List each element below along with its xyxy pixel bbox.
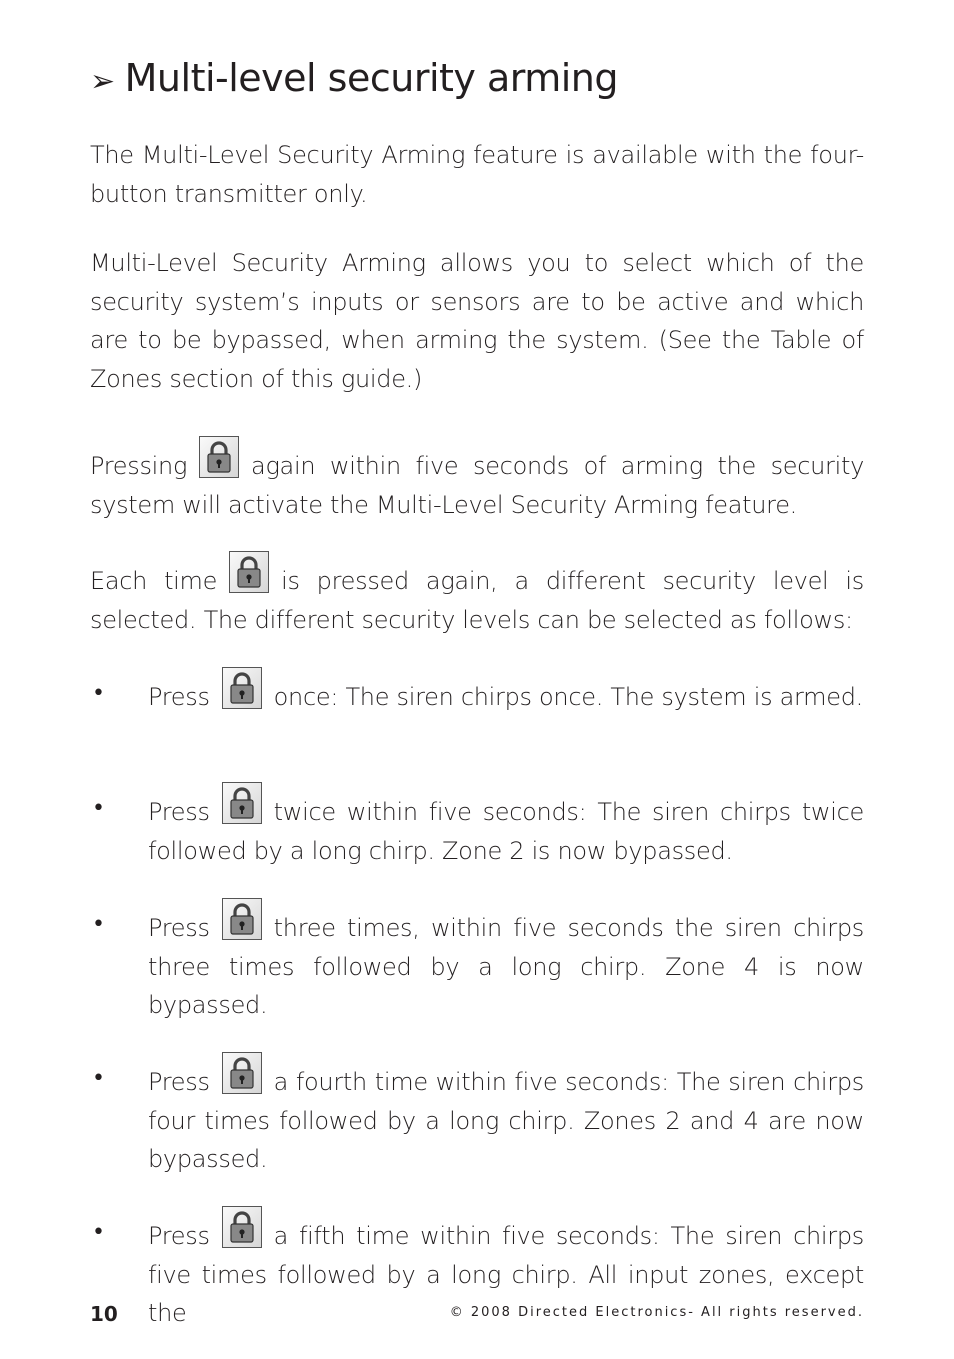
list-item-description: three times, within five seconds the siren chirps three times followed by a long chirp. Zone 4 is now bypassed. [148, 914, 864, 1019]
list-item-press: Press [148, 914, 210, 942]
list-item-text [148, 667, 864, 717]
bullet-icon: • [92, 1220, 105, 1245]
copyright-notice: © 2008 Directed Electronics- All rights reserved. [449, 1305, 864, 1320]
list-item-text [148, 898, 864, 1025]
paragraph-availability: The Multi-Level Security Arming feature is available with the four-button transmitter only. [90, 141, 864, 208]
list-item-press: Press [148, 1222, 210, 1250]
lock-icon [229, 551, 269, 593]
list-item-description: twice within five seconds: The siren chirps twice followed by a long chirp. Zone 2 is now bypassed. [148, 798, 864, 865]
list-item-description: a fifth time within five seconds: The siren chirps five times followed by a long chirp. All input zones, except the [148, 1222, 864, 1327]
arrow-bullet-icon: ➢ [90, 64, 115, 99]
lock-icon [222, 782, 262, 824]
paragraph-text: again within five seconds of arming the security system will activate the Multi-Level Security Arming feature. [90, 452, 864, 519]
page-number: 10 [90, 1302, 118, 1326]
lock-icon [222, 1052, 262, 1094]
paragraph-description: Multi-Level Security Arming allows you to select which of the security system’s inputs or sensors are to be active and which are to be bypassed, when arming the system. (See the Table of Zones section of this guide.) [90, 249, 864, 393]
section-heading [90, 56, 618, 100]
paragraph-pressing [90, 436, 864, 524]
lock-icon [222, 898, 262, 940]
bullet-icon: • [92, 681, 105, 706]
list-item-press: Press [148, 798, 210, 826]
bullet-icon: • [92, 796, 105, 821]
section-title: Multi-level security arming [124, 56, 618, 100]
bullet-icon: • [92, 1066, 105, 1091]
lock-icon [222, 667, 262, 709]
paragraph-each-time [90, 551, 864, 639]
lock-icon [199, 436, 239, 478]
paragraph-text: is pressed again, a different security level is selected. The different security levels can be selected as follows: [90, 567, 864, 634]
list-item-press: Press [148, 683, 210, 711]
list-item-press: Press [148, 1068, 210, 1096]
list-item-text [148, 1052, 864, 1179]
lock-icon [222, 1206, 262, 1248]
paragraph-text: Pressing [90, 452, 188, 480]
bullet-icon: • [92, 912, 105, 937]
paragraph-text: Each time [90, 567, 218, 595]
list-item-description: a fourth time within five seconds: The siren chirps four times followed by a long chirp. Zones 2 and 4 are now bypassed. [148, 1068, 864, 1173]
list-item-description: once: The siren chirps once. The system is armed. [273, 683, 863, 711]
list-item-text [148, 782, 864, 870]
